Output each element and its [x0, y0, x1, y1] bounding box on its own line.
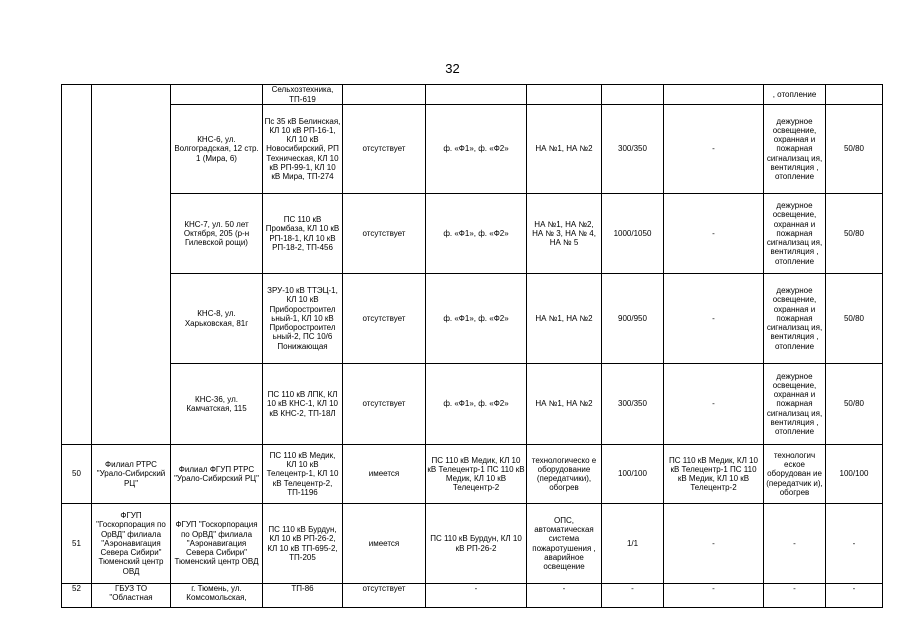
feeder-cell: ф. «Ф1», ф. «Ф2»	[426, 105, 527, 194]
object-address-cell: КНС-6, ул. Волгоградская, 12 стр. 1 (Мира, 6)	[171, 105, 263, 194]
equipment-cell: -	[527, 584, 602, 608]
table-row	[62, 364, 883, 445]
load-cell: 300/350	[602, 105, 664, 194]
equipment-cell: НА №1, НА №2	[527, 274, 602, 364]
equipment-cell: НА №1, НА №2	[527, 364, 602, 445]
backup-source-cell: отсутствует	[343, 584, 426, 608]
feeder-cell: ф. «Ф1», ф. «Ф2»	[426, 364, 527, 445]
load-cell: 1/1	[602, 504, 664, 584]
reserve-source-cell: -	[664, 364, 764, 445]
power-source-cell: ПС 110 кВ ЛПК, КЛ 10 кВ КНС-1, КЛ 10 кВ КНС-2, ТП-18Л	[263, 364, 343, 445]
table-row	[62, 274, 883, 364]
backup-source-cell: отсутствует	[343, 274, 426, 364]
feeder-cell: ф. «Ф1», ф. «Ф2»	[426, 194, 527, 274]
backup-source-cell: отсутствует	[343, 364, 426, 445]
reserve-source-cell	[664, 85, 764, 105]
backup-source-cell	[343, 85, 426, 105]
power-source-cell: ПС 110 кВ Промбаза, КЛ 10 кВ РП-18-1, КЛ 10 кВ РП-18-2, ТП-456	[263, 194, 343, 274]
critical-power-cell	[826, 85, 883, 105]
power-source-cell: Пс 35 кВ Белинская, КЛ 10 кВ РП-16-1, КЛ 10 кВ Новосибирский, РП Техническая, КЛ 10 кВ РП-99-1, КЛ 10 кВ Мира, ТП-274	[263, 105, 343, 194]
critical-load-cell: дежурное освещение, охранная и пожарная сигнализац ия, вентиляция , отопление	[764, 364, 826, 445]
power-source-cell: ЗРУ-10 кВ ТТЭЦ-1, КЛ 10 кВ Приборостроител ьный-1, КЛ 10 кВ Приборостроител ьный-2, ПС 10/6 Понижающая	[263, 274, 343, 364]
object-address-cell: КНС-8, ул. Харьковская, 81г	[171, 274, 263, 364]
table-row	[62, 584, 883, 608]
critical-power-cell: -	[826, 584, 883, 608]
backup-source-cell: имеется	[343, 445, 426, 504]
critical-load-cell: дежурное освещение, охранная и пожарная сигнализац ия, вентиляция , отопление	[764, 105, 826, 194]
row-number-cell: 51	[62, 504, 92, 584]
load-cell: 300/350	[602, 364, 664, 445]
table-row	[62, 445, 883, 504]
equipment-cell: НА №1, НА №2, НА № 3, НА № 4, НА № 5	[527, 194, 602, 274]
critical-load-cell: , отопление	[764, 85, 826, 105]
feeder-cell: ф. «Ф1», ф. «Ф2»	[426, 274, 527, 364]
reserve-source-cell: -	[664, 194, 764, 274]
critical-power-cell: 50/80	[826, 194, 883, 274]
load-cell: 900/950	[602, 274, 664, 364]
reserve-source-cell: -	[664, 105, 764, 194]
critical-power-cell: -	[826, 504, 883, 584]
row-number-cell: 52	[62, 584, 92, 608]
critical-load-cell: дежурное освещение, охранная и пожарная сигнализац ия, вентиляция , отопление	[764, 194, 826, 274]
power-source-cell: ПС 110 кВ Медик, КЛ 10 кВ Телецентр-1, КЛ 10 кВ Телецентр-2, ТП-1196	[263, 445, 343, 504]
equipment-cell	[527, 85, 602, 105]
table-row	[62, 105, 883, 194]
reserve-source-cell: -	[664, 504, 764, 584]
critical-load-cell: технологич еское оборудован ие (передатчик и), обогрев	[764, 445, 826, 504]
page-number: 32	[445, 61, 460, 76]
reserve-source-cell: -	[664, 584, 764, 608]
critical-power-cell: 50/80	[826, 364, 883, 445]
critical-load-cell: дежурное освещение, охранная и пожарная сигнализац ия, вентиляция , отопление	[764, 274, 826, 364]
reserve-source-cell: -	[664, 274, 764, 364]
equipment-cell: НА №1, НА №2	[527, 105, 602, 194]
backup-source-cell: отсутствует	[343, 194, 426, 274]
table-row	[62, 194, 883, 274]
object-address-cell: КНС-36, ул. Камчатская, 115	[171, 364, 263, 445]
equipment-cell: технологическо е оборудование (передатчики), обогрев	[527, 445, 602, 504]
load-cell: -	[602, 584, 664, 608]
backup-source-cell: имеется	[343, 504, 426, 584]
facilities-table	[61, 84, 883, 608]
object-address-cell: Филиал ФГУП РТРС "Урало-Сибирский РЦ"	[171, 445, 263, 504]
load-cell	[602, 85, 664, 105]
row-number-cell: 50	[62, 445, 92, 504]
power-source-cell: ПС 110 кВ Бурдун, КЛ 10 кВ РП-26-2, КЛ 10 кВ ТП-695-2, ТП-205	[263, 504, 343, 584]
backup-source-cell: отсутствует	[343, 105, 426, 194]
object-address-cell: КНС-7, ул. 50 лет Октября, 205 (р-н Гилевской рощи)	[171, 194, 263, 274]
reserve-source-cell: ПС 110 кВ Медик, КЛ 10 кВ Телецентр-1 ПС 110 кВ Медик, КЛ 10 кВ Телецентр-2	[664, 445, 764, 504]
critical-power-cell: 100/100	[826, 445, 883, 504]
load-cell: 100/100	[602, 445, 664, 504]
row-number-cell	[62, 85, 92, 445]
feeder-cell: ПС 110 кВ Бурдун, КЛ 10 кВ РП-26-2	[426, 504, 527, 584]
object-address-cell	[171, 85, 263, 105]
critical-load-cell: -	[764, 584, 826, 608]
critical-power-cell: 50/80	[826, 105, 883, 194]
table-row	[62, 85, 883, 105]
critical-power-cell: 50/80	[826, 274, 883, 364]
critical-load-cell: -	[764, 504, 826, 584]
feeder-cell: ПС 110 кВ Медик, КЛ 10 кВ Телецентр-1 ПС 110 кВ Медик, КЛ 10 кВ Телецентр-2	[426, 445, 527, 504]
feeder-cell	[426, 85, 527, 105]
organization-cell	[92, 85, 171, 445]
organization-cell: ФГУП "Госкорпорация по ОрВД" филиала "Аэронавигация Севера Сибири" Тюменский центр ОВД	[92, 504, 171, 584]
power-source-cell: ТП-86	[263, 584, 343, 608]
power-source-cell: Сельхозтехника, ТП-619	[263, 85, 343, 105]
object-address-cell: г. Тюмень, ул. Комсомольская,	[171, 584, 263, 608]
equipment-cell: ОПС, автоматическая система пожаротушения , аварийное освещение	[527, 504, 602, 584]
object-address-cell: ФГУП "Госкорпорация по ОрВД" филиала "Аэронавигация Севера Сибири" Тюменский центр ОВД	[171, 504, 263, 584]
feeder-cell: -	[426, 584, 527, 608]
organization-cell: Филиал РТРС "Урало-Сибирский РЦ"	[92, 445, 171, 504]
load-cell: 1000/1050	[602, 194, 664, 274]
table-row	[62, 504, 883, 584]
organization-cell: ГБУЗ ТО "Областная	[92, 584, 171, 608]
